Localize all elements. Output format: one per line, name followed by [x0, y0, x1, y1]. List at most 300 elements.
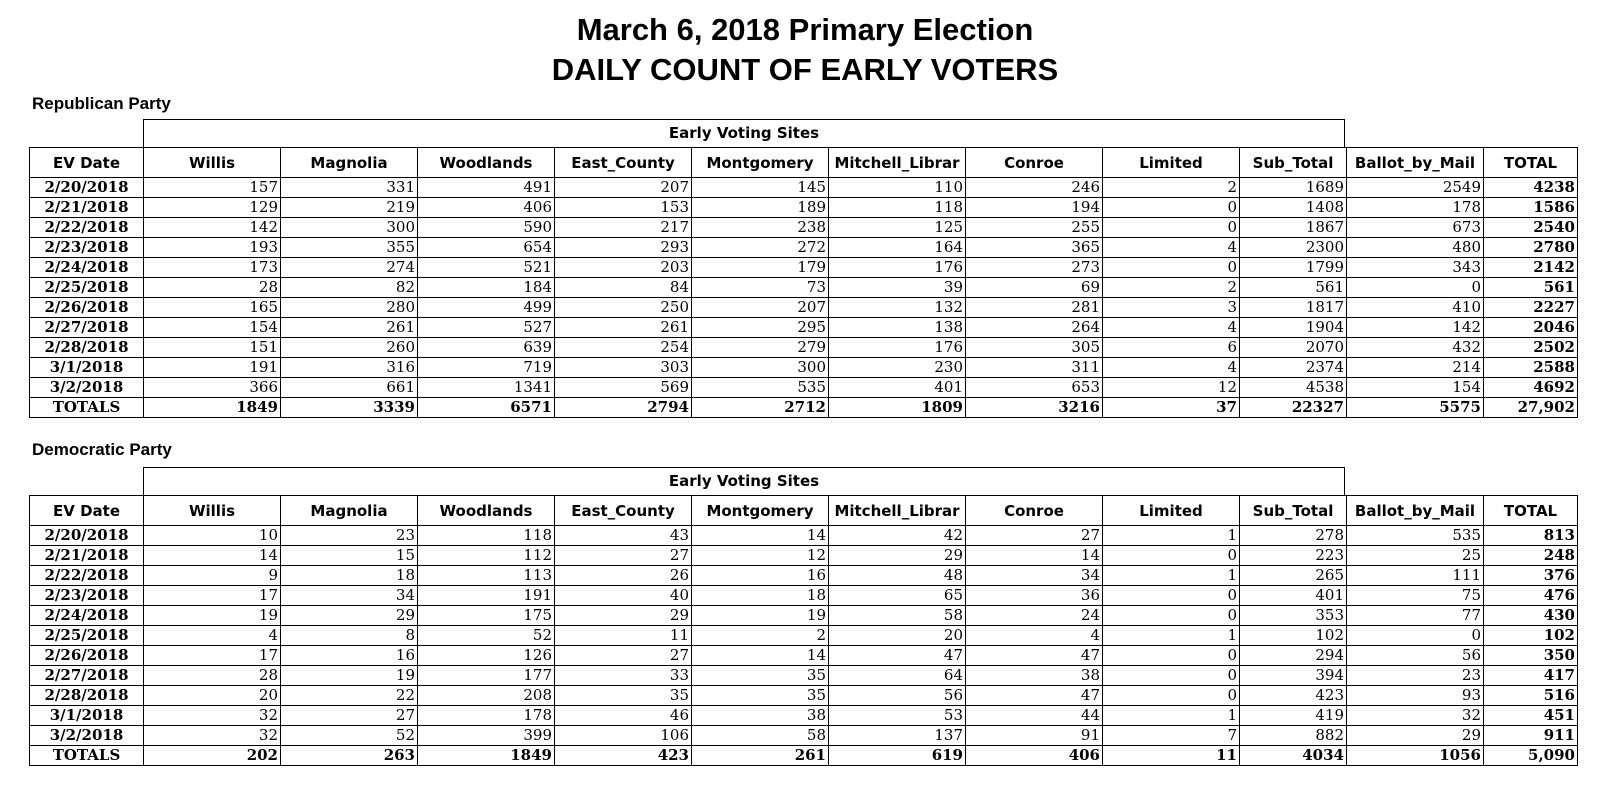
- column-header: Sub_Total: [1240, 148, 1347, 178]
- totals-row: [30, 746, 1578, 766]
- count-cell: 661: [281, 378, 418, 398]
- column-header: Montgomery: [692, 148, 829, 178]
- table-row: [30, 218, 1578, 238]
- count-cell: 73: [692, 278, 829, 298]
- count-cell: 18: [692, 586, 829, 606]
- count-cell: 19: [281, 666, 418, 686]
- count-cell: 176: [829, 258, 966, 278]
- count-cell: 281: [966, 298, 1103, 318]
- table-row: [30, 666, 1578, 686]
- count-cell: 8: [281, 626, 418, 646]
- table-row: [30, 198, 1578, 218]
- count-cell: 36: [966, 586, 1103, 606]
- count-cell: 14: [692, 526, 829, 546]
- count-cell: 35: [555, 686, 692, 706]
- count-cell: 217: [555, 218, 692, 238]
- totals-label: TOTALS: [30, 398, 144, 418]
- count-cell: 255: [966, 218, 1103, 238]
- count-cell: 303: [555, 358, 692, 378]
- count-cell: 126: [418, 646, 555, 666]
- count-cell: 14: [692, 646, 829, 666]
- count-cell: 207: [692, 298, 829, 318]
- count-cell: 29: [1347, 726, 1484, 746]
- count-cell: 569: [555, 378, 692, 398]
- count-cell: 401: [1240, 586, 1347, 606]
- count-cell: 29: [829, 546, 966, 566]
- count-cell: 178: [418, 706, 555, 726]
- count-cell: 29: [555, 606, 692, 626]
- count-cell: 2549: [1347, 178, 1484, 198]
- table-row: [30, 686, 1578, 706]
- count-cell: 316: [281, 358, 418, 378]
- count-cell: 106: [555, 726, 692, 746]
- count-cell: 274: [281, 258, 418, 278]
- count-cell: 46: [555, 706, 692, 726]
- ev-date-cell: 2/20/2018: [30, 526, 144, 546]
- table-row: [30, 546, 1578, 566]
- count-cell: 272: [692, 238, 829, 258]
- column-header: Woodlands: [418, 148, 555, 178]
- ev-date-cell: 3/1/2018: [30, 358, 144, 378]
- count-cell: 0: [1103, 258, 1240, 278]
- count-cell: 2227: [1484, 298, 1578, 318]
- early-voting-sites-header: Early Voting Sites: [143, 467, 1345, 495]
- count-cell: 75: [1347, 586, 1484, 606]
- count-cell: 64: [829, 666, 966, 686]
- ev-date-cell: 2/20/2018: [30, 178, 144, 198]
- count-cell: 264: [966, 318, 1103, 338]
- count-cell: 2: [692, 626, 829, 646]
- column-header: Woodlands: [418, 496, 555, 526]
- count-cell: 112: [418, 546, 555, 566]
- count-cell: 214: [1347, 358, 1484, 378]
- count-cell: 0: [1103, 666, 1240, 686]
- count-cell: 2780: [1484, 238, 1578, 258]
- count-cell: 295: [692, 318, 829, 338]
- count-cell: 40: [555, 586, 692, 606]
- ev-date-cell: 2/28/2018: [30, 686, 144, 706]
- count-cell: 1586: [1484, 198, 1578, 218]
- count-cell: 10: [144, 526, 281, 546]
- column-header: TOTAL: [1484, 148, 1578, 178]
- count-cell: 261: [692, 746, 829, 766]
- column-header: Sub_Total: [1240, 496, 1347, 526]
- count-cell: 590: [418, 218, 555, 238]
- table-row: [30, 626, 1578, 646]
- table-row: [30, 258, 1578, 278]
- count-cell: 246: [966, 178, 1103, 198]
- count-cell: 1817: [1240, 298, 1347, 318]
- count-cell: 23: [1347, 666, 1484, 686]
- count-cell: 23: [281, 526, 418, 546]
- table-row: [30, 586, 1578, 606]
- count-cell: 52: [418, 626, 555, 646]
- count-cell: 153: [555, 198, 692, 218]
- count-cell: 4: [1103, 318, 1240, 338]
- count-cell: 230: [829, 358, 966, 378]
- count-cell: 521: [418, 258, 555, 278]
- count-cell: 350: [1484, 646, 1578, 666]
- count-cell: 2794: [555, 398, 692, 418]
- ev-date-cell: 2/21/2018: [30, 198, 144, 218]
- count-cell: 176: [829, 338, 966, 358]
- democratic-party-heading: Democratic Party: [32, 440, 172, 459]
- table-row: [30, 706, 1578, 726]
- count-cell: 173: [144, 258, 281, 278]
- republican-early-voting-table: [29, 147, 1578, 418]
- count-cell: 129: [144, 198, 281, 218]
- count-cell: 911: [1484, 726, 1578, 746]
- ev-date-cell: 2/23/2018: [30, 238, 144, 258]
- count-cell: 22: [281, 686, 418, 706]
- count-cell: 406: [418, 198, 555, 218]
- count-cell: 355: [281, 238, 418, 258]
- document-subtitle: DAILY COUNT OF EARLY VOTERS: [551, 52, 1059, 87]
- column-header: East_County: [555, 148, 692, 178]
- count-cell: 69: [966, 278, 1103, 298]
- ev-date-cell: 2/27/2018: [30, 666, 144, 686]
- table-row: [30, 278, 1578, 298]
- count-cell: 84: [555, 278, 692, 298]
- count-cell: 430: [1484, 606, 1578, 626]
- count-cell: 27: [966, 526, 1103, 546]
- count-cell: 4: [1103, 358, 1240, 378]
- table-row: [30, 566, 1578, 586]
- table-row: [30, 238, 1578, 258]
- count-cell: 184: [418, 278, 555, 298]
- count-cell: 654: [418, 238, 555, 258]
- count-cell: 191: [144, 358, 281, 378]
- count-cell: 19: [692, 606, 829, 626]
- count-cell: 280: [281, 298, 418, 318]
- count-cell: 353: [1240, 606, 1347, 626]
- count-cell: 2588: [1484, 358, 1578, 378]
- count-cell: 28: [144, 278, 281, 298]
- column-header: TOTAL: [1484, 496, 1578, 526]
- count-cell: 0: [1103, 686, 1240, 706]
- count-cell: 1799: [1240, 258, 1347, 278]
- column-header: Ballot_by_Mail: [1347, 148, 1484, 178]
- column-header: East_County: [555, 496, 692, 526]
- count-cell: 423: [1240, 686, 1347, 706]
- count-cell: 65: [829, 586, 966, 606]
- count-cell: 1: [1103, 626, 1240, 646]
- count-cell: 417: [1484, 666, 1578, 686]
- count-cell: 27: [281, 706, 418, 726]
- count-cell: 2142: [1484, 258, 1578, 278]
- count-cell: 35: [692, 686, 829, 706]
- count-cell: 20: [829, 626, 966, 646]
- column-header: Willis: [144, 148, 281, 178]
- count-cell: 111: [1347, 566, 1484, 586]
- count-cell: 35: [692, 666, 829, 686]
- column-header: Ballot_by_Mail: [1347, 496, 1484, 526]
- count-cell: 82: [281, 278, 418, 298]
- ev-date-cell: 3/1/2018: [30, 706, 144, 726]
- count-cell: 42: [829, 526, 966, 546]
- count-cell: 1867: [1240, 218, 1347, 238]
- count-cell: 1341: [418, 378, 555, 398]
- count-cell: 38: [966, 666, 1103, 686]
- count-cell: 14: [966, 546, 1103, 566]
- count-cell: 305: [966, 338, 1103, 358]
- count-cell: 261: [281, 318, 418, 338]
- count-cell: 882: [1240, 726, 1347, 746]
- ev-date-cell: 3/2/2018: [30, 726, 144, 746]
- count-cell: 1: [1103, 706, 1240, 726]
- column-header: Magnolia: [281, 148, 418, 178]
- early-voting-sites-header: Early Voting Sites: [143, 119, 1345, 147]
- count-cell: 343: [1347, 258, 1484, 278]
- count-cell: 137: [829, 726, 966, 746]
- count-cell: 265: [1240, 566, 1347, 586]
- ev-date-cell: 2/23/2018: [30, 586, 144, 606]
- ev-date-cell: 2/25/2018: [30, 626, 144, 646]
- totals-label: TOTALS: [30, 746, 144, 766]
- count-cell: 32: [1347, 706, 1484, 726]
- count-cell: 47: [966, 686, 1103, 706]
- count-cell: 202: [144, 746, 281, 766]
- column-header: Montgomery: [692, 496, 829, 526]
- count-cell: 157: [144, 178, 281, 198]
- count-cell: 250: [555, 298, 692, 318]
- count-cell: 4: [144, 626, 281, 646]
- column-header: Limited: [1103, 148, 1240, 178]
- count-cell: 16: [692, 566, 829, 586]
- count-cell: 27: [555, 546, 692, 566]
- table-row: [30, 378, 1578, 398]
- count-cell: 4238: [1484, 178, 1578, 198]
- count-cell: 208: [418, 686, 555, 706]
- count-cell: 17: [144, 646, 281, 666]
- count-cell: 432: [1347, 338, 1484, 358]
- column-header: Conroe: [966, 496, 1103, 526]
- count-cell: 248: [1484, 546, 1578, 566]
- count-cell: 365: [966, 238, 1103, 258]
- count-cell: 331: [281, 178, 418, 198]
- count-cell: 293: [555, 238, 692, 258]
- table-header-row: [30, 148, 1578, 178]
- column-header: Limited: [1103, 496, 1240, 526]
- count-cell: 516: [1484, 686, 1578, 706]
- count-cell: 0: [1103, 646, 1240, 666]
- count-cell: 619: [829, 746, 966, 766]
- democratic-early-voting-table: [29, 495, 1578, 766]
- count-cell: 102: [1240, 626, 1347, 646]
- count-cell: 0: [1103, 606, 1240, 626]
- count-cell: 2300: [1240, 238, 1347, 258]
- count-cell: 419: [1240, 706, 1347, 726]
- count-cell: 219: [281, 198, 418, 218]
- count-cell: 193: [144, 238, 281, 258]
- count-cell: 300: [692, 358, 829, 378]
- count-cell: 15: [281, 546, 418, 566]
- count-cell: 43: [555, 526, 692, 546]
- count-cell: 28: [144, 666, 281, 686]
- count-cell: 279: [692, 338, 829, 358]
- count-cell: 673: [1347, 218, 1484, 238]
- table-row: [30, 338, 1578, 358]
- count-cell: 33: [555, 666, 692, 686]
- count-cell: 639: [418, 338, 555, 358]
- count-cell: 132: [829, 298, 966, 318]
- count-cell: 12: [1103, 378, 1240, 398]
- column-header: EV Date: [30, 496, 144, 526]
- count-cell: 203: [555, 258, 692, 278]
- count-cell: 29: [281, 606, 418, 626]
- count-cell: 2070: [1240, 338, 1347, 358]
- count-cell: 142: [1347, 318, 1484, 338]
- ev-date-cell: 2/28/2018: [30, 338, 144, 358]
- count-cell: 27,902: [1484, 398, 1578, 418]
- count-cell: 491: [418, 178, 555, 198]
- count-cell: 223: [1240, 546, 1347, 566]
- count-cell: 423: [555, 746, 692, 766]
- count-cell: 535: [692, 378, 829, 398]
- count-cell: 194: [966, 198, 1103, 218]
- table-row: [30, 726, 1578, 746]
- ev-date-cell: 3/2/2018: [30, 378, 144, 398]
- count-cell: 151: [144, 338, 281, 358]
- ev-date-cell: 2/21/2018: [30, 546, 144, 566]
- table-header-row: [30, 496, 1578, 526]
- count-cell: 3339: [281, 398, 418, 418]
- count-cell: 189: [692, 198, 829, 218]
- count-cell: 401: [829, 378, 966, 398]
- table-row: [30, 526, 1578, 546]
- count-cell: 165: [144, 298, 281, 318]
- count-cell: 11: [1103, 746, 1240, 766]
- count-cell: 273: [966, 258, 1103, 278]
- count-cell: 451: [1484, 706, 1578, 726]
- ev-date-cell: 2/24/2018: [30, 606, 144, 626]
- count-cell: 154: [1347, 378, 1484, 398]
- count-cell: 3: [1103, 298, 1240, 318]
- count-cell: 2: [1103, 178, 1240, 198]
- count-cell: 4: [1103, 238, 1240, 258]
- republican-party-heading: Republican Party: [32, 94, 171, 113]
- count-cell: 125: [829, 218, 966, 238]
- count-cell: 24: [966, 606, 1103, 626]
- count-cell: 1849: [144, 398, 281, 418]
- count-cell: 4: [966, 626, 1103, 646]
- count-cell: 53: [829, 706, 966, 726]
- ev-date-cell: 2/26/2018: [30, 646, 144, 666]
- count-cell: 93: [1347, 686, 1484, 706]
- column-header: Mitchell_Librar: [829, 496, 966, 526]
- count-cell: 47: [829, 646, 966, 666]
- count-cell: 0: [1103, 546, 1240, 566]
- count-cell: 410: [1347, 298, 1484, 318]
- ev-date-cell: 2/26/2018: [30, 298, 144, 318]
- count-cell: 1849: [418, 746, 555, 766]
- count-cell: 0: [1347, 626, 1484, 646]
- count-cell: 17: [144, 586, 281, 606]
- count-cell: 1408: [1240, 198, 1347, 218]
- count-cell: 535: [1347, 526, 1484, 546]
- count-cell: 178: [1347, 198, 1484, 218]
- count-cell: 527: [418, 318, 555, 338]
- count-cell: 278: [1240, 526, 1347, 546]
- count-cell: 260: [281, 338, 418, 358]
- count-cell: 22327: [1240, 398, 1347, 418]
- table-row: [30, 318, 1578, 338]
- count-cell: 110: [829, 178, 966, 198]
- count-cell: 561: [1240, 278, 1347, 298]
- count-cell: 5,090: [1484, 746, 1578, 766]
- count-cell: 138: [829, 318, 966, 338]
- count-cell: 18: [281, 566, 418, 586]
- count-cell: 44: [966, 706, 1103, 726]
- count-cell: 77: [1347, 606, 1484, 626]
- count-cell: 311: [966, 358, 1103, 378]
- count-cell: 207: [555, 178, 692, 198]
- count-cell: 118: [829, 198, 966, 218]
- count-cell: 38: [692, 706, 829, 726]
- count-cell: 2046: [1484, 318, 1578, 338]
- column-header: EV Date: [30, 148, 144, 178]
- column-header: Willis: [144, 496, 281, 526]
- count-cell: 118: [418, 526, 555, 546]
- count-cell: 366: [144, 378, 281, 398]
- table-row: [30, 298, 1578, 318]
- count-cell: 254: [555, 338, 692, 358]
- table-row: [30, 178, 1578, 198]
- count-cell: 1056: [1347, 746, 1484, 766]
- count-cell: 58: [692, 726, 829, 746]
- count-cell: 4538: [1240, 378, 1347, 398]
- count-cell: 12: [692, 546, 829, 566]
- table-row: [30, 646, 1578, 666]
- document-title: March 6, 2018 Primary Election: [576, 12, 1034, 47]
- ev-date-cell: 2/25/2018: [30, 278, 144, 298]
- count-cell: 34: [966, 566, 1103, 586]
- count-cell: 9: [144, 566, 281, 586]
- count-cell: 48: [829, 566, 966, 586]
- count-cell: 27: [555, 646, 692, 666]
- count-cell: 2: [1103, 278, 1240, 298]
- count-cell: 179: [692, 258, 829, 278]
- count-cell: 406: [966, 746, 1103, 766]
- ev-date-cell: 2/22/2018: [30, 218, 144, 238]
- count-cell: 6: [1103, 338, 1240, 358]
- count-cell: 19: [144, 606, 281, 626]
- count-cell: 300: [281, 218, 418, 238]
- count-cell: 3216: [966, 398, 1103, 418]
- count-cell: 113: [418, 566, 555, 586]
- count-cell: 2374: [1240, 358, 1347, 378]
- count-cell: 813: [1484, 526, 1578, 546]
- column-header: Mitchell_Librar: [829, 148, 966, 178]
- count-cell: 561: [1484, 278, 1578, 298]
- count-cell: 2502: [1484, 338, 1578, 358]
- ev-date-cell: 2/22/2018: [30, 566, 144, 586]
- count-cell: 1689: [1240, 178, 1347, 198]
- count-cell: 14: [144, 546, 281, 566]
- count-cell: 2712: [692, 398, 829, 418]
- count-cell: 39: [829, 278, 966, 298]
- count-cell: 4692: [1484, 378, 1578, 398]
- column-header: Magnolia: [281, 496, 418, 526]
- table-row: [30, 358, 1578, 378]
- count-cell: 26: [555, 566, 692, 586]
- count-cell: 1: [1103, 566, 1240, 586]
- count-cell: 52: [281, 726, 418, 746]
- count-cell: 32: [144, 706, 281, 726]
- count-cell: 2540: [1484, 218, 1578, 238]
- count-cell: 56: [829, 686, 966, 706]
- count-cell: 394: [1240, 666, 1347, 686]
